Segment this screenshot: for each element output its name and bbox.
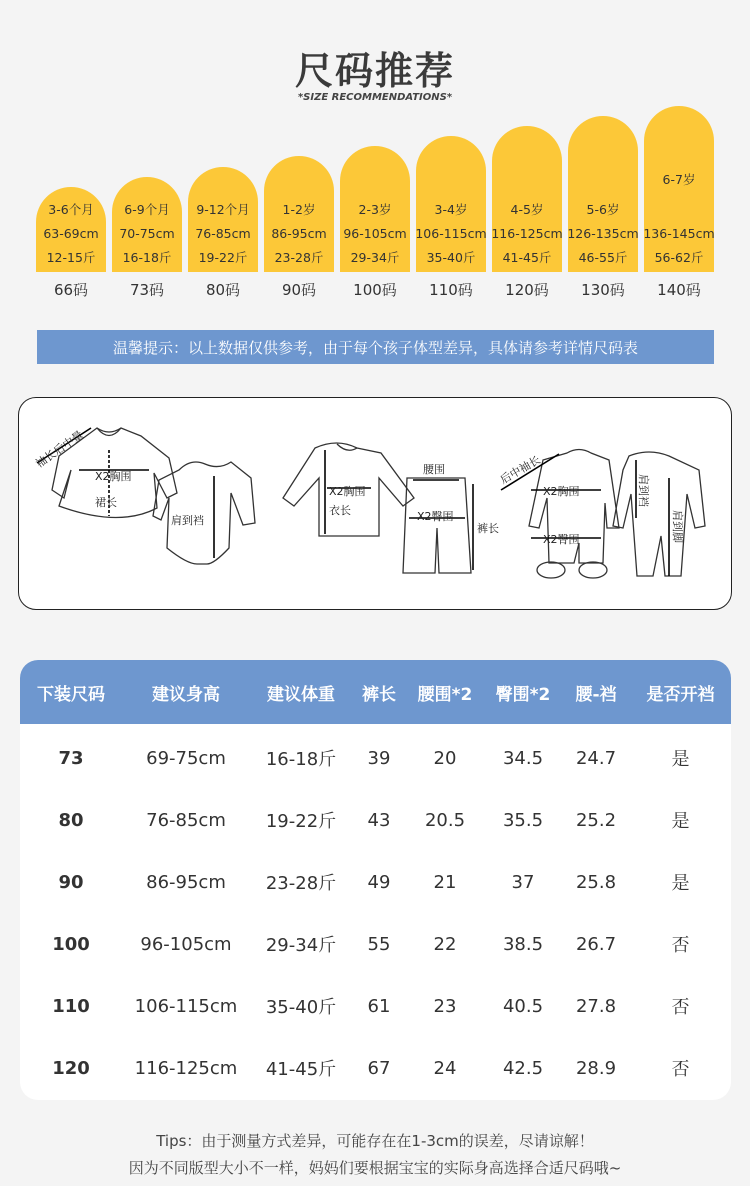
pill-code: 130码 xyxy=(581,281,625,299)
label-sleeve-center: 后中袖长 xyxy=(498,453,543,487)
pill-height: 76-85cm xyxy=(195,226,251,241)
table-cell: 61 xyxy=(367,995,391,1017)
table-cell: 27.8 xyxy=(575,995,617,1017)
label-chest: X2胸围 xyxy=(95,470,132,483)
table-row xyxy=(20,727,731,789)
pants-illustration xyxy=(403,478,471,573)
size-pill xyxy=(416,136,486,272)
pill-age: 6-7岁 xyxy=(662,172,696,187)
pill-weight: 16-18斤 xyxy=(122,250,172,265)
header-cell: 腰围*2 xyxy=(417,684,473,705)
pill-code: 110码 xyxy=(429,281,473,299)
table-cell: 23 xyxy=(433,995,457,1017)
table-cell: 否 xyxy=(671,997,690,1018)
header-cell: 建议身高 xyxy=(152,684,220,705)
pill-age: 3-6个月 xyxy=(48,202,94,217)
pill-weight: 56-62斤 xyxy=(654,250,704,265)
pill-height: 86-95cm xyxy=(271,226,327,241)
pill-height: 116-125cm xyxy=(491,226,563,241)
tips-line-2: 因为不同版型大小不一样，妈妈们要根据宝宝的实际身高选择合适尺码哦~ xyxy=(128,1159,622,1177)
romper-illustration xyxy=(529,450,619,579)
size-pill xyxy=(644,106,714,272)
pill-code: 73码 xyxy=(129,281,165,299)
table-cell: 是 xyxy=(671,873,690,894)
size-pill xyxy=(112,177,182,272)
label-hip: X2臀围 xyxy=(417,510,454,523)
pill-height: 126-135cm xyxy=(567,226,639,241)
pill-age: 1-2岁 xyxy=(282,202,316,217)
header-cell: 建议体重 xyxy=(267,684,335,705)
pill-height: 63-69cm xyxy=(43,226,99,241)
pill-code: 80码 xyxy=(205,281,241,299)
table-header xyxy=(20,660,731,724)
pill-code: 120码 xyxy=(505,281,549,299)
table-cell: 29-34斤 xyxy=(265,935,337,956)
pill-code: 90码 xyxy=(281,281,317,299)
pill-weight: 19-22斤 xyxy=(198,250,248,265)
table-cell: 35-40斤 xyxy=(265,997,337,1018)
table-cell: 34.5 xyxy=(502,747,544,769)
garment-illustrations xyxy=(19,398,731,609)
page-title: 尺码推荐 xyxy=(294,49,455,93)
size-recommendation-chart xyxy=(36,100,718,300)
pill-weight: 29-34斤 xyxy=(350,250,400,265)
pill-weight: 41-45斤 xyxy=(502,250,552,265)
label-shoulder-foot: 肩到脚 xyxy=(671,510,684,543)
table-cell: 25.8 xyxy=(575,871,617,893)
table-cell: 28.9 xyxy=(575,1057,617,1079)
table-cell: 120 xyxy=(52,1057,90,1079)
header-cell: 是否开裆 xyxy=(646,684,715,705)
label-top-length: 衣长 xyxy=(329,504,351,517)
table-cell: 80 xyxy=(58,809,84,831)
pill-weight: 35-40斤 xyxy=(426,250,476,265)
size-pill xyxy=(568,116,638,272)
table-cell: 39 xyxy=(367,747,391,769)
pill-weight: 23-28斤 xyxy=(274,250,324,265)
size-pill xyxy=(264,156,334,272)
table-cell: 100 xyxy=(52,933,90,955)
pill-age: 2-3岁 xyxy=(358,202,392,217)
table-cell: 106-115cm xyxy=(134,995,238,1017)
label-chest-romper: X2胸围 xyxy=(543,485,580,498)
table-cell: 90 xyxy=(58,871,84,893)
table-cell: 26.7 xyxy=(575,933,617,955)
pill-weight: 12-15斤 xyxy=(46,250,96,265)
table-cell: 42.5 xyxy=(502,1057,544,1079)
table-row xyxy=(20,975,731,1037)
table-cell: 110 xyxy=(52,995,90,1017)
table-cell: 37 xyxy=(511,871,535,893)
header-cell: 臀围*2 xyxy=(495,684,551,705)
table-cell: 否 xyxy=(671,935,690,956)
table-cell: 86-95cm xyxy=(146,871,226,893)
table-cell: 25.2 xyxy=(575,809,617,831)
pill-height: 96-105cm xyxy=(343,226,407,241)
table-row xyxy=(20,789,731,851)
label-skirt-length: 裙长 xyxy=(95,496,117,509)
tips-line-1: Tips：由于测量方式差异，可能存在在1-3cm的误差，尽请谅解！ xyxy=(156,1132,594,1150)
pill-height: 136-145cm xyxy=(643,226,715,241)
table-cell: 20.5 xyxy=(424,809,466,831)
pill-height: 70-75cm xyxy=(119,226,175,241)
label-pants-length: 裤长 xyxy=(477,522,499,535)
table-cell: 是 xyxy=(671,811,690,832)
table-cell: 20 xyxy=(433,747,457,769)
table-row xyxy=(20,913,731,975)
tips-footer xyxy=(0,1128,750,1182)
pill-code: 140码 xyxy=(657,281,701,299)
table-cell: 73 xyxy=(58,747,84,769)
pill-age: 4-5岁 xyxy=(510,202,544,217)
label-waist: 腰围 xyxy=(423,463,445,476)
header-cell: 腰-裆 xyxy=(575,684,617,705)
table-cell: 41-45斤 xyxy=(265,1059,337,1080)
table-cell: 35.5 xyxy=(502,809,544,831)
table-row xyxy=(20,851,731,913)
table-cell: 96-105cm xyxy=(140,933,232,955)
table-cell: 49 xyxy=(367,871,391,893)
pill-age: 5-6岁 xyxy=(586,202,620,217)
notice-banner: 温馨提示：以上数据仅供参考，由于每个孩子体型差异，具体请参考详情尺码表 xyxy=(37,330,714,364)
pill-age: 3-4岁 xyxy=(434,202,468,217)
table-cell: 16-18斤 xyxy=(265,749,337,770)
table-cell: 69-75cm xyxy=(146,747,226,769)
label-sleeve-back: 袖长后中量 xyxy=(33,428,86,471)
pill-weight: 46-55斤 xyxy=(578,250,628,265)
size-pill xyxy=(492,126,562,272)
page-subtitle: *SIZE RECOMMENDATIONS* xyxy=(297,92,453,103)
label-chest-top: X2胸围 xyxy=(329,485,366,498)
pill-code: 66码 xyxy=(53,281,89,299)
table-cell: 55 xyxy=(367,933,391,955)
table-cell: 24.7 xyxy=(575,747,617,769)
table-cell: 76-85cm xyxy=(146,809,226,831)
bodysuit-illustration xyxy=(153,462,255,564)
label-shoulder-crotch-romper: 肩到裆 xyxy=(637,474,650,507)
table-cell: 是 xyxy=(671,749,690,770)
table-cell: 24 xyxy=(433,1057,457,1079)
label-shoulder-crotch: 肩到裆 xyxy=(171,514,204,527)
table-cell: 38.5 xyxy=(502,933,544,955)
table-cell: 23-28斤 xyxy=(265,873,337,894)
table-cell: 40.5 xyxy=(502,995,544,1017)
table-cell: 43 xyxy=(367,809,391,831)
size-pill xyxy=(36,187,106,272)
pill-height: 106-115cm xyxy=(415,226,487,241)
table-cell: 否 xyxy=(671,1059,690,1080)
pill-age: 9-12个月 xyxy=(196,202,250,217)
table-cell: 22 xyxy=(433,933,457,955)
header-cell: 下装尺码 xyxy=(37,684,105,705)
table-cell: 116-125cm xyxy=(134,1057,238,1079)
size-table xyxy=(20,660,731,1100)
pill-code: 100码 xyxy=(353,281,397,299)
measurement-diagram xyxy=(18,397,732,610)
table-cell: 19-22斤 xyxy=(265,811,337,832)
header-cell: 裤长 xyxy=(362,684,396,705)
size-pill xyxy=(340,146,410,272)
table-row xyxy=(20,1037,731,1099)
table-cell: 21 xyxy=(433,871,457,893)
table-cell: 67 xyxy=(367,1057,391,1079)
pill-age: 6-9个月 xyxy=(124,202,170,217)
romper-back-illustration xyxy=(613,452,705,576)
size-pill xyxy=(188,167,258,272)
label-hip-romper: X2臀围 xyxy=(543,533,580,546)
